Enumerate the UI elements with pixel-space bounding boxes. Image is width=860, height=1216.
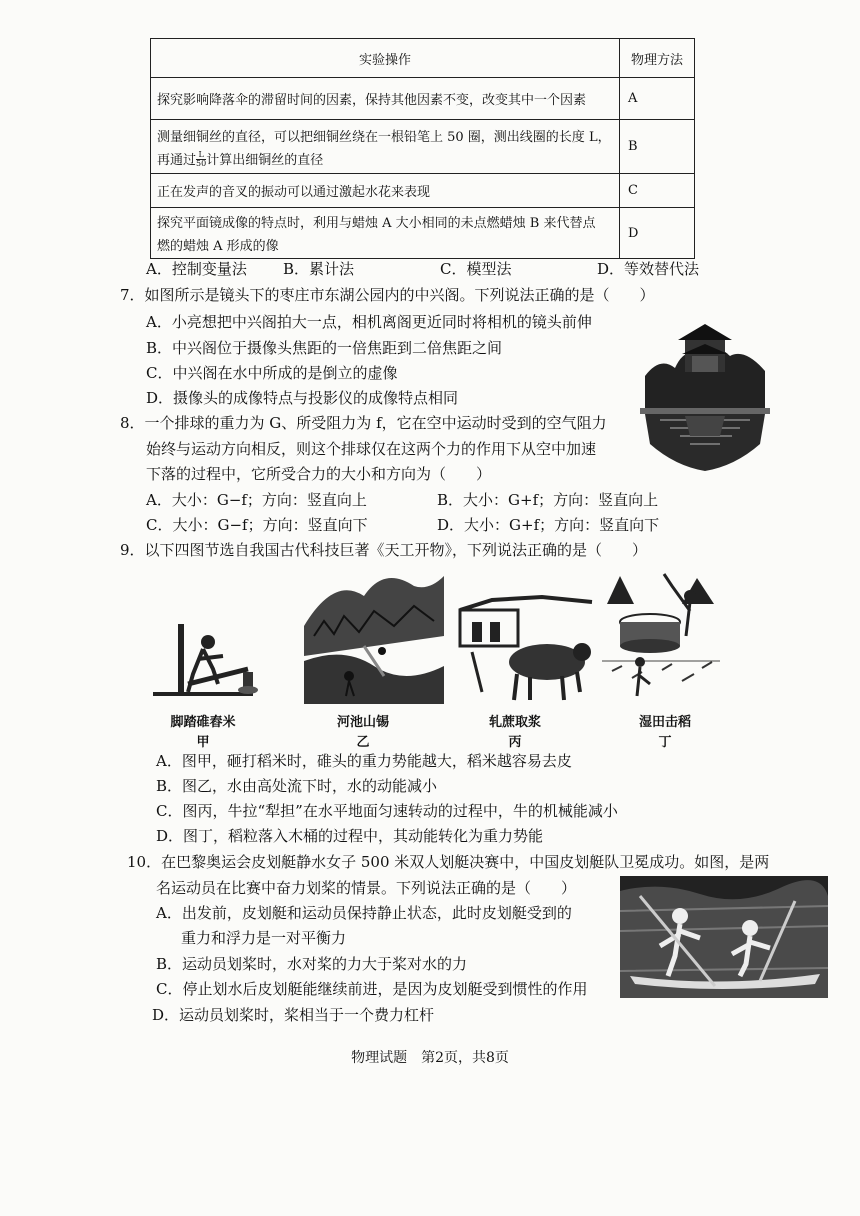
q10-option-a-line1: A．出发前，皮划艇和运动员保持静止状态，此时皮划艇受到的 <box>156 904 572 922</box>
table-row <box>151 78 695 120</box>
caption-bing: 轧蔗取浆 <box>488 715 541 730</box>
text-fragment: 计算出细铜丝的直径 <box>206 152 324 168</box>
q7-option-c: C．中兴阁在水中所成的是倒立的虚像 <box>146 364 398 382</box>
q6-option-d: D．等效替代法 <box>597 260 700 278</box>
table-cell-method: A <box>620 78 695 120</box>
q9-stem: 9．以下四图节选自我国古代科技巨著《天工开物》，下列说法正确的是（ ） <box>120 541 648 559</box>
caption-jia-tag: 甲 <box>196 735 210 750</box>
table-cell-line: 测量细铜丝的直径，可以把细铜丝绕在一根铅笔上 50 圈，测出线圈的长度 L， <box>157 129 611 145</box>
caption-ding: 湿田击稻 <box>638 715 691 730</box>
image-sugarcane-press <box>452 592 594 704</box>
q8-stem-line2: 始终与运动方向相反，则这个排球仅在这两个力的作用下从空中加速 <box>146 440 597 458</box>
threshing-rice-illustration <box>602 566 720 704</box>
page-footer: 物理试题 第2页，共8页 <box>351 1050 509 1066</box>
caption-yi: 河池山锡 <box>336 715 389 730</box>
table-row <box>151 120 695 174</box>
q8-stem-line1: 8．一个排球的重力为 G、所受阻力为 f，它在空中运动时受到的空气阻力 <box>120 414 607 432</box>
caption-yi-tag: 乙 <box>356 735 370 750</box>
table-cell-op <box>151 120 620 174</box>
q7-stem: 7．如图所示是镜头下的枣庄市东湖公园内的中兴阁。下列说法正确的是（ ） <box>120 286 655 304</box>
foot-pestle-illustration <box>148 614 258 704</box>
fraction <box>196 151 206 168</box>
q8-option-d: D．大小：G+f；方向：竖直向下 <box>437 516 660 534</box>
q6-option-a: A．控制变量法 <box>146 260 247 278</box>
table-cell-line: 燃的蜡烛 A 形成的像 <box>157 239 279 254</box>
q10-option-a-line2: 重力和浮力是一对平衡力 <box>181 929 347 947</box>
q8-option-c: C．大小：G−f；方向：竖直向下 <box>146 516 368 534</box>
canoe-illustration <box>620 876 828 998</box>
table-cell-op: 探究影响降落伞的滞留时间的因素，保持其他因素不变，改变其中一个因素 <box>151 78 620 120</box>
caption-bing-tag: 丙 <box>508 735 522 750</box>
image-foot-pestle <box>148 614 258 704</box>
table-row <box>151 208 695 259</box>
q7-option-d: D．摄像头的成像特点与投影仪的成像特点相同 <box>146 389 459 407</box>
q10-stem-line1: 10．在巴黎奥运会皮划艇静水女子 500 米双人划艇决赛中，中国皮划艇队卫冕成功。如图，是两 <box>127 853 770 871</box>
q9-option-b: B．图乙，水由高处流下时，水的动能减小 <box>156 777 438 795</box>
methods-table <box>150 38 695 259</box>
mountain-tin-illustration <box>304 566 444 704</box>
caption-ding-tag: 丁 <box>658 735 672 750</box>
table-cell-method: D <box>620 208 695 259</box>
header-method: 物理方法 <box>620 39 695 78</box>
table-cell-method: C <box>620 174 695 208</box>
header-operation: 实验操作 <box>151 39 620 78</box>
q8-stem-line3: 下落的过程中，它所受合力的大小和方向为（ ） <box>146 465 492 483</box>
text-fragment: 再通过 <box>157 152 197 168</box>
pavilion-photo <box>640 316 770 474</box>
q8-option-a: A．大小：G−f；方向：竖直向上 <box>146 491 367 509</box>
q6-option-c: C．模型法 <box>440 260 512 278</box>
table-cell-method: B <box>620 120 695 174</box>
q10-option-d: D．运动员划桨时，桨相当于一个费力杠杆 <box>152 1006 435 1024</box>
table-cell-op <box>151 208 620 259</box>
table-row <box>151 174 695 208</box>
pavilion-illustration <box>640 316 770 474</box>
q10-option-b: B．运动员划桨时，水对桨的力大于桨对水的力 <box>156 955 468 973</box>
table-cell-op: 正在发声的音叉的振动可以通过激起水花来表现 <box>151 174 620 208</box>
q7-option-a: A．小亮想把中兴阁拍大一点，相机离阁更近同时将相机的镜头前伸 <box>146 313 592 331</box>
fraction-numerator: L <box>196 151 206 160</box>
sugarcane-press-illustration <box>452 592 594 704</box>
canoe-photo <box>620 876 828 998</box>
q9-option-d: D．图丁，稻粒落入木桶的过程中，其动能转化为重力势能 <box>156 827 544 845</box>
q9-option-a: A．图甲，砸打稻米时，碓头的重力势能越大，稻米越容易去皮 <box>156 752 572 770</box>
q10-stem-line2: 名运动员在比赛中奋力划桨的情景。下列说法正确的是（ ） <box>156 879 577 897</box>
q9-option-c: C．图丙，牛拉“犁担”在水平地面匀速转动的过程中，牛的机械能减小 <box>156 802 618 820</box>
caption-jia: 脚踏碓舂米 <box>170 715 236 730</box>
image-threshing-rice <box>602 566 720 704</box>
q8-option-b: B．大小：G+f；方向：竖直向上 <box>437 491 659 509</box>
q6-option-b: B．累计法 <box>283 260 355 278</box>
table-cell-line: 探究平面镜成像的特点时，利用与蜡烛 A 大小相同的未点燃蜡烛 B 来代替点 <box>157 216 596 231</box>
image-mountain-tin <box>304 566 444 704</box>
q7-option-b: B．中兴阁位于摄像头焦距的一倍焦距到二倍焦距之间 <box>146 339 503 357</box>
table-header-row <box>151 39 695 78</box>
q10-option-c: C．停止划水后皮划艇能继续前进，是因为皮划艇受到惯性的作用 <box>156 980 588 998</box>
table-cell-line <box>157 149 613 168</box>
fraction-denominator: 50 <box>196 158 207 168</box>
